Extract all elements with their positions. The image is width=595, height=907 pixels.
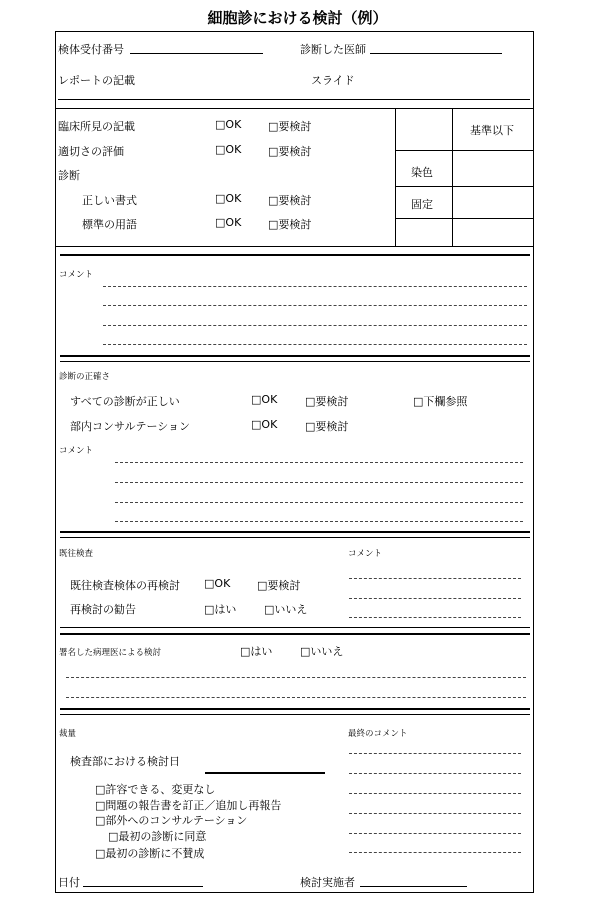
correct-format-label: 正しい書式	[82, 194, 137, 207]
slide-grid-line	[452, 108, 453, 246]
comment-line[interactable]	[103, 344, 527, 345]
comment-line[interactable]	[349, 773, 521, 774]
adequacy-review-checkbox[interactable]: □ 要検討	[268, 143, 311, 159]
reviewer-field[interactable]	[360, 886, 467, 887]
diagnosing-doctor-label: 診断した医師	[300, 43, 366, 56]
comment-line[interactable]	[103, 305, 527, 306]
clinical-findings-review-checkbox[interactable]: □ 要検討	[268, 118, 311, 134]
section-rule	[60, 633, 530, 635]
signed-review-label: 署名した病理医による検討	[59, 648, 162, 658]
section-rule	[60, 714, 530, 715]
clinical-findings-ok-checkbox[interactable]: □ OK	[215, 118, 241, 131]
recommend-label: 再検討の勧告	[70, 603, 136, 616]
recommend-no-checkbox[interactable]: □ いいえ	[264, 601, 307, 617]
adequacy-label: 適切さの評価	[58, 145, 124, 158]
dept-consult-ok-checkbox[interactable]: □ OK	[251, 418, 277, 431]
prior-reexam-review-checkbox[interactable]: □ 要検討	[257, 577, 300, 593]
comment-line[interactable]	[349, 578, 521, 579]
signed-no-checkbox[interactable]: □ いいえ	[300, 643, 343, 659]
section-rule	[60, 531, 530, 533]
decision-heading: 裁量	[59, 729, 77, 739]
date-field[interactable]	[83, 886, 203, 887]
header-divider	[58, 99, 530, 100]
all-correct-review-checkbox[interactable]: □ 要検討	[305, 393, 348, 409]
slide-grid-line	[395, 150, 534, 151]
comment-line[interactable]	[115, 482, 523, 483]
comment-line[interactable]	[103, 286, 527, 287]
fixation-label: 固定	[411, 198, 433, 211]
comment-line[interactable]	[349, 793, 521, 794]
slide-grid-line	[395, 108, 396, 246]
prior-comment-label: コメント	[348, 549, 383, 559]
comment-label: コメント	[59, 270, 94, 280]
option-disagree-checkbox[interactable]: □ 最初の診断に不賛成	[95, 845, 204, 861]
specimen-number-field[interactable]	[130, 53, 263, 54]
option-external-consult-checkbox[interactable]: □ 部外へのコンサルテーション	[95, 812, 247, 828]
comment-line[interactable]	[66, 697, 526, 698]
prior-heading: 既往検査	[59, 549, 94, 559]
comment-line[interactable]	[66, 677, 526, 678]
diagnosis-label: 診断	[58, 169, 80, 182]
comment-line[interactable]	[115, 462, 523, 463]
stain-label: 染色	[411, 166, 433, 179]
diagnosing-doctor-field[interactable]	[370, 53, 502, 54]
review-date-label: 検査部における検討日	[70, 755, 180, 768]
accuracy-heading: 診断の正確さ	[59, 372, 111, 382]
standard-terms-label: 標準の用語	[82, 218, 137, 231]
recommend-yes-checkbox[interactable]: □ はい	[204, 601, 236, 617]
section-rule	[60, 355, 530, 357]
clinical-findings-label: 臨床所見の記載	[58, 120, 135, 133]
final-comment-label: 最終のコメント	[348, 729, 408, 739]
section-rule	[60, 254, 530, 256]
correct-format-ok-checkbox[interactable]: □ OK	[215, 192, 241, 205]
all-correct-ok-checkbox[interactable]: □ OK	[251, 393, 277, 406]
comment-line[interactable]	[103, 325, 527, 326]
comment-line[interactable]	[349, 833, 521, 834]
comment-line[interactable]	[349, 598, 521, 599]
signed-yes-checkbox[interactable]: □ はい	[240, 643, 272, 659]
correct-format-review-checkbox[interactable]: □ 要検討	[268, 192, 311, 208]
option-agree-checkbox[interactable]: □ 最初の診断に同意	[108, 828, 206, 844]
comment-line[interactable]	[115, 502, 523, 503]
prior-reexam-ok-checkbox[interactable]: □ OK	[204, 577, 230, 590]
accuracy-comment-label: コメント	[59, 446, 94, 456]
comment-line[interactable]	[115, 521, 523, 522]
section-divider	[55, 246, 534, 247]
date-label: 日付	[58, 876, 80, 889]
standard-terms-ok-checkbox[interactable]: □ OK	[215, 216, 241, 229]
reviewer-label: 検討実施者	[300, 876, 355, 889]
comment-line[interactable]	[349, 753, 521, 754]
comment-line[interactable]	[349, 852, 521, 853]
adequacy-ok-checkbox[interactable]: □ OK	[215, 143, 241, 156]
comment-line[interactable]	[349, 813, 521, 814]
all-correct-label: すべての診断が正しい	[70, 395, 180, 408]
standard-terms-review-checkbox[interactable]: □ 要検討	[268, 216, 311, 232]
prior-reexam-label: 既往検査検体の再検討	[70, 579, 180, 592]
section-rule	[60, 708, 530, 710]
slide-grid-line	[395, 186, 534, 187]
option-amend-checkbox[interactable]: □ 問題の報告書を訂正／追加し再報告	[95, 797, 281, 813]
comment-line[interactable]	[349, 617, 521, 618]
dept-consult-label: 部内コンサルテーション	[70, 420, 191, 433]
slide-grid-line	[395, 218, 534, 219]
option-acceptable-checkbox[interactable]: □ 許容できる、変更なし	[95, 781, 215, 797]
section-rule	[60, 537, 530, 538]
see-below-checkbox[interactable]: □ 下欄参照	[413, 393, 467, 409]
section-rule	[60, 361, 530, 362]
below-standard-label: 基準以下	[470, 124, 514, 137]
dept-consult-review-checkbox[interactable]: □ 要検討	[305, 418, 348, 434]
form-title: 細胞診における検討（例）	[207, 9, 388, 27]
specimen-number-label: 検体受付番号	[58, 43, 124, 56]
slide-label: スライド	[311, 74, 355, 87]
review-date-field[interactable]	[205, 772, 325, 774]
section-rule	[60, 627, 530, 628]
section-divider	[55, 108, 534, 109]
report-entry-label: レポートの記載	[58, 74, 135, 87]
